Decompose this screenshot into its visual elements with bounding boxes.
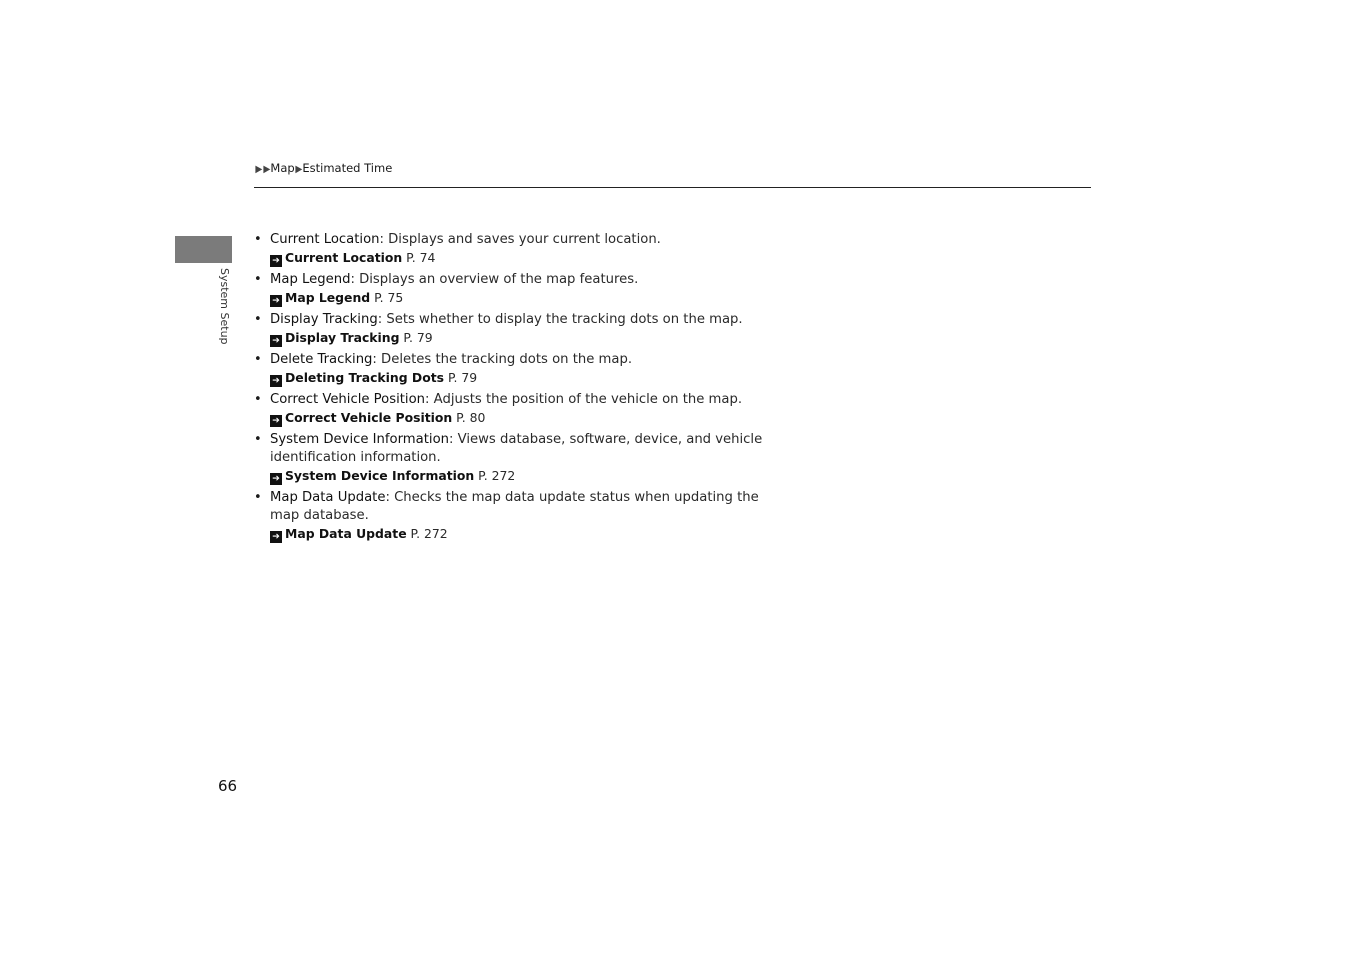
reference-title: Map Legend [285, 290, 371, 305]
reference-title: System Device Information [285, 468, 475, 483]
reference-page: P. 75 [370, 290, 404, 305]
reference-page: P. 79 [399, 330, 433, 345]
cross-reference-link[interactable] [270, 329, 784, 347]
bullet-icon: • [254, 432, 262, 447]
breadcrumb-item[interactable]: Map [270, 161, 295, 175]
item-description: : Displays an overview of the map features. [350, 272, 639, 287]
item-description: : Deletes the tracking dots on the map. [372, 352, 633, 367]
breadcrumb [255, 160, 392, 178]
reference-arrow-icon: ➔ [270, 255, 282, 267]
section-tab-label: System Setup [218, 268, 231, 345]
item-term: Correct Vehicle Position [270, 392, 426, 407]
reference-page: P. 80 [452, 410, 486, 425]
item-description: : Adjusts the position of the vehicle on the map. [425, 392, 743, 407]
breadcrumb-item[interactable]: Estimated Time [302, 161, 393, 175]
page-number: 66 [218, 777, 238, 795]
item-description: : Displays and saves your current location. [379, 232, 661, 247]
triangle-right-icon: ▶ [263, 164, 271, 175]
bullet-icon: • [254, 352, 262, 367]
bullet-icon: • [254, 272, 262, 287]
menu-item-list-container [254, 231, 784, 547]
reference-arrow-icon: ➔ [270, 375, 282, 387]
bullet-icon: • [254, 392, 262, 407]
reference-page: P. 272 [406, 526, 448, 541]
reference-title: Deleting Tracking Dots [285, 370, 445, 385]
list-item [254, 391, 784, 427]
item-description: : Sets whether to display the tracking dots on the map. [377, 312, 743, 327]
item-description: : Checks the map data update status when updating the map database. [270, 490, 759, 523]
cross-reference-link[interactable] [270, 249, 784, 267]
reference-title: Map Data Update [285, 526, 407, 541]
cross-reference-link[interactable] [270, 409, 784, 427]
cross-reference-link[interactable] [270, 525, 784, 543]
list-item [254, 231, 784, 267]
list-item [254, 489, 784, 543]
cross-reference-link[interactable] [270, 467, 784, 485]
bullet-icon: • [254, 490, 262, 505]
item-term: Map Data Update [270, 490, 386, 505]
reference-title: Correct Vehicle Position [285, 410, 453, 425]
triangle-right-icon: ▶ [255, 164, 263, 175]
reference-arrow-icon: ➔ [270, 335, 282, 347]
item-term: System Device Information [270, 432, 449, 447]
bullet-icon: • [254, 312, 262, 327]
item-term: Map Legend [270, 272, 351, 287]
reference-title: Current Location [285, 250, 403, 265]
list-item [254, 311, 784, 347]
list-item [254, 271, 784, 307]
reference-title: Display Tracking [285, 330, 400, 345]
reference-page: P. 272 [474, 468, 516, 483]
reference-arrow-icon: ➔ [270, 531, 282, 543]
section-tab [175, 236, 232, 263]
item-term: Display Tracking [270, 312, 378, 327]
reference-arrow-icon: ➔ [270, 473, 282, 485]
menu-item-list [254, 231, 784, 543]
item-term: Current Location [270, 232, 380, 247]
header-divider [254, 187, 1091, 188]
reference-page: P. 79 [444, 370, 478, 385]
list-item [254, 351, 784, 387]
item-term: Delete Tracking [270, 352, 373, 367]
bullet-icon: • [254, 232, 262, 247]
reference-arrow-icon: ➔ [270, 415, 282, 427]
reference-page: P. 74 [402, 250, 436, 265]
item-description: : Views database, software, device, and vehicle identification information. [270, 432, 763, 465]
list-item [254, 431, 784, 485]
triangle-right-icon: ▶ [295, 164, 303, 175]
cross-reference-link[interactable] [270, 289, 784, 307]
reference-arrow-icon: ➔ [270, 295, 282, 307]
cross-reference-link[interactable] [270, 369, 784, 387]
